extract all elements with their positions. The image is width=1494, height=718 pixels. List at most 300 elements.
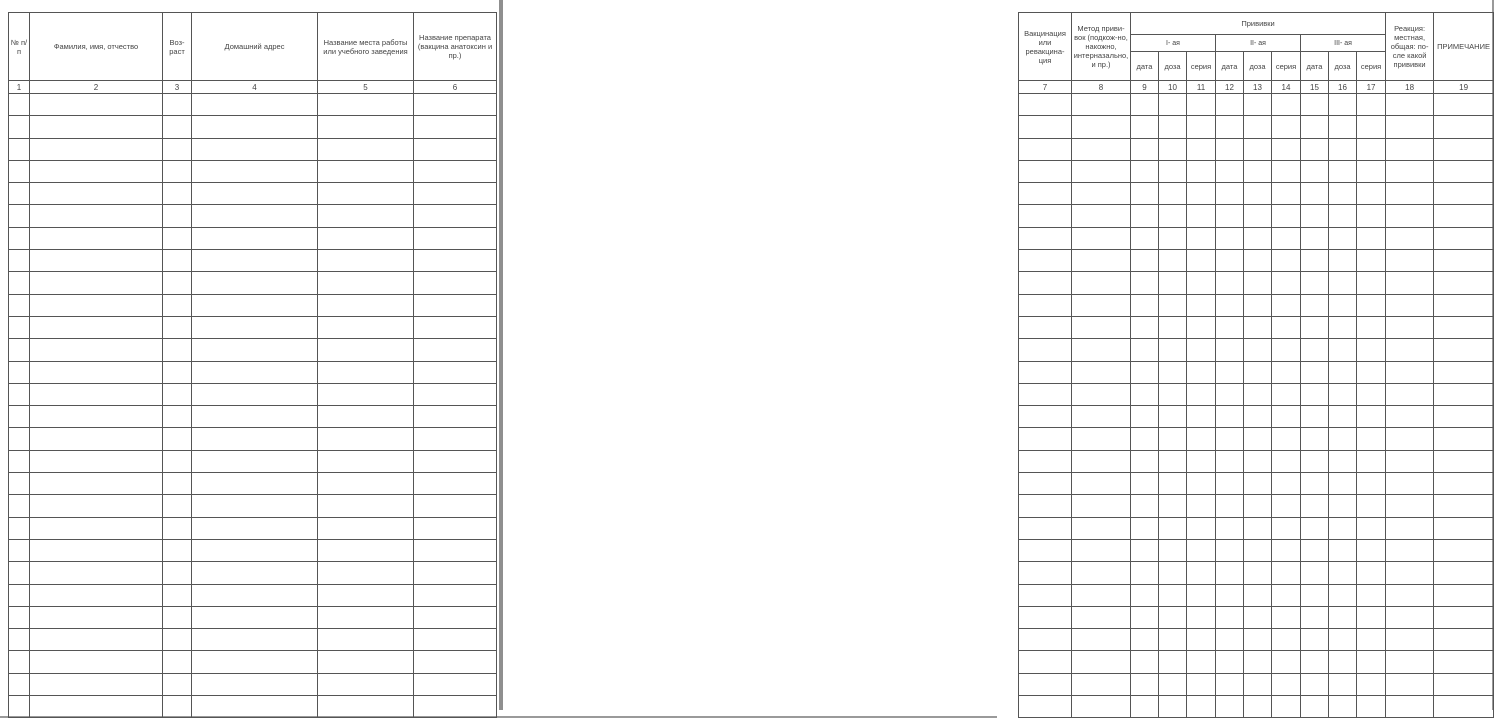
blank-cell[interactable] [1357, 495, 1386, 517]
blank-cell[interactable] [1244, 606, 1272, 628]
blank-cell[interactable] [1131, 673, 1159, 695]
blank-cell[interactable] [1159, 428, 1187, 450]
blank-cell[interactable] [1187, 495, 1216, 517]
blank-cell[interactable] [318, 673, 414, 695]
blank-cell[interactable] [163, 160, 192, 182]
blank-cell[interactable] [163, 651, 192, 673]
blank-cell[interactable] [1216, 473, 1244, 495]
blank-cell[interactable] [1019, 250, 1072, 272]
blank-cell[interactable] [1434, 250, 1494, 272]
blank-cell[interactable] [1357, 316, 1386, 338]
blank-cell[interactable] [1386, 606, 1434, 628]
blank-cell[interactable] [1434, 116, 1494, 138]
blank-cell[interactable] [30, 272, 163, 294]
blank-cell[interactable] [1159, 116, 1187, 138]
blank-cell[interactable] [1434, 160, 1494, 182]
blank-cell[interactable] [1434, 629, 1494, 651]
blank-cell[interactable] [1386, 562, 1434, 584]
blank-cell[interactable] [1357, 562, 1386, 584]
blank-cell[interactable] [9, 316, 30, 338]
blank-cell[interactable] [1159, 406, 1187, 428]
blank-cell[interactable] [163, 183, 192, 205]
blank-cell[interactable] [1272, 629, 1301, 651]
blank-cell[interactable] [1216, 227, 1244, 249]
blank-cell[interactable] [163, 250, 192, 272]
blank-cell[interactable] [192, 629, 318, 651]
blank-cell[interactable] [9, 227, 30, 249]
blank-cell[interactable] [1386, 450, 1434, 472]
blank-cell[interactable] [1072, 138, 1131, 160]
blank-cell[interactable] [1272, 584, 1301, 606]
blank-cell[interactable] [1301, 383, 1329, 405]
blank-cell[interactable] [1131, 94, 1159, 116]
blank-cell[interactable] [30, 651, 163, 673]
blank-cell[interactable] [192, 250, 318, 272]
blank-cell[interactable] [1131, 294, 1159, 316]
blank-cell[interactable] [318, 539, 414, 561]
blank-cell[interactable] [1272, 406, 1301, 428]
blank-cell[interactable] [318, 651, 414, 673]
blank-cell[interactable] [1386, 160, 1434, 182]
blank-cell[interactable] [414, 250, 497, 272]
blank-cell[interactable] [163, 629, 192, 651]
blank-cell[interactable] [318, 316, 414, 338]
blank-cell[interactable] [1272, 473, 1301, 495]
blank-cell[interactable] [1272, 361, 1301, 383]
blank-cell[interactable] [192, 160, 318, 182]
blank-cell[interactable] [1386, 406, 1434, 428]
blank-cell[interactable] [414, 428, 497, 450]
blank-cell[interactable] [30, 316, 163, 338]
blank-cell[interactable] [1159, 517, 1187, 539]
blank-cell[interactable] [1434, 94, 1494, 116]
blank-cell[interactable] [9, 673, 30, 695]
blank-cell[interactable] [1434, 450, 1494, 472]
blank-cell[interactable] [1131, 361, 1159, 383]
blank-cell[interactable] [1019, 696, 1072, 718]
blank-cell[interactable] [1187, 272, 1216, 294]
blank-cell[interactable] [163, 606, 192, 628]
blank-cell[interactable] [1072, 160, 1131, 182]
blank-cell[interactable] [1244, 562, 1272, 584]
blank-cell[interactable] [1131, 539, 1159, 561]
blank-cell[interactable] [1131, 138, 1159, 160]
blank-cell[interactable] [1216, 183, 1244, 205]
blank-cell[interactable] [1301, 183, 1329, 205]
blank-cell[interactable] [9, 183, 30, 205]
blank-cell[interactable] [30, 339, 163, 361]
blank-cell[interactable] [1329, 428, 1357, 450]
blank-cell[interactable] [1019, 361, 1072, 383]
blank-cell[interactable] [318, 227, 414, 249]
blank-cell[interactable] [1187, 562, 1216, 584]
blank-cell[interactable] [1072, 696, 1131, 718]
blank-cell[interactable] [414, 629, 497, 651]
blank-cell[interactable] [1434, 517, 1494, 539]
blank-cell[interactable] [192, 428, 318, 450]
blank-cell[interactable] [9, 205, 30, 227]
blank-cell[interactable] [1329, 696, 1357, 718]
blank-cell[interactable] [192, 406, 318, 428]
blank-cell[interactable] [1159, 294, 1187, 316]
blank-cell[interactable] [1434, 361, 1494, 383]
blank-cell[interactable] [1072, 205, 1131, 227]
blank-cell[interactable] [1301, 473, 1329, 495]
blank-cell[interactable] [1216, 138, 1244, 160]
blank-cell[interactable] [1329, 116, 1357, 138]
blank-cell[interactable] [1434, 428, 1494, 450]
blank-cell[interactable] [1434, 406, 1494, 428]
blank-cell[interactable] [414, 160, 497, 182]
blank-cell[interactable] [9, 406, 30, 428]
blank-cell[interactable] [1434, 138, 1494, 160]
blank-cell[interactable] [1159, 495, 1187, 517]
blank-cell[interactable] [414, 94, 497, 116]
blank-cell[interactable] [1329, 406, 1357, 428]
blank-cell[interactable] [1216, 428, 1244, 450]
blank-cell[interactable] [30, 94, 163, 116]
blank-cell[interactable] [1272, 383, 1301, 405]
blank-cell[interactable] [1244, 584, 1272, 606]
blank-cell[interactable] [1434, 584, 1494, 606]
blank-cell[interactable] [9, 383, 30, 405]
blank-cell[interactable] [1386, 138, 1434, 160]
blank-cell[interactable] [1386, 495, 1434, 517]
blank-cell[interactable] [163, 517, 192, 539]
blank-cell[interactable] [1216, 383, 1244, 405]
blank-cell[interactable] [1187, 138, 1216, 160]
blank-cell[interactable] [318, 428, 414, 450]
blank-cell[interactable] [1386, 294, 1434, 316]
blank-cell[interactable] [163, 539, 192, 561]
blank-cell[interactable] [1187, 428, 1216, 450]
blank-cell[interactable] [1357, 406, 1386, 428]
blank-cell[interactable] [1301, 606, 1329, 628]
blank-cell[interactable] [1216, 629, 1244, 651]
blank-cell[interactable] [9, 160, 30, 182]
blank-cell[interactable] [318, 450, 414, 472]
blank-cell[interactable] [1329, 183, 1357, 205]
blank-cell[interactable] [1386, 205, 1434, 227]
blank-cell[interactable] [192, 94, 318, 116]
blank-cell[interactable] [192, 495, 318, 517]
blank-cell[interactable] [1216, 673, 1244, 695]
blank-cell[interactable] [1329, 294, 1357, 316]
blank-cell[interactable] [1159, 629, 1187, 651]
blank-cell[interactable] [318, 629, 414, 651]
blank-cell[interactable] [1329, 160, 1357, 182]
blank-cell[interactable] [192, 138, 318, 160]
blank-cell[interactable] [1187, 116, 1216, 138]
blank-cell[interactable] [1301, 116, 1329, 138]
blank-cell[interactable] [414, 562, 497, 584]
blank-cell[interactable] [1216, 584, 1244, 606]
blank-cell[interactable] [318, 473, 414, 495]
blank-cell[interactable] [1159, 673, 1187, 695]
blank-cell[interactable] [30, 696, 163, 718]
blank-cell[interactable] [9, 116, 30, 138]
blank-cell[interactable] [1131, 696, 1159, 718]
blank-cell[interactable] [1301, 651, 1329, 673]
blank-cell[interactable] [1131, 316, 1159, 338]
blank-cell[interactable] [192, 116, 318, 138]
blank-cell[interactable] [1159, 606, 1187, 628]
blank-cell[interactable] [1386, 383, 1434, 405]
blank-cell[interactable] [1329, 473, 1357, 495]
blank-cell[interactable] [1187, 406, 1216, 428]
blank-cell[interactable] [1216, 116, 1244, 138]
blank-cell[interactable] [1072, 383, 1131, 405]
blank-cell[interactable] [1159, 272, 1187, 294]
blank-cell[interactable] [1357, 227, 1386, 249]
blank-cell[interactable] [318, 160, 414, 182]
blank-cell[interactable] [1386, 339, 1434, 361]
blank-cell[interactable] [1386, 517, 1434, 539]
blank-cell[interactable] [1159, 183, 1187, 205]
blank-cell[interactable] [1019, 205, 1072, 227]
blank-cell[interactable] [30, 138, 163, 160]
blank-cell[interactable] [1244, 629, 1272, 651]
blank-cell[interactable] [1187, 183, 1216, 205]
blank-cell[interactable] [1019, 584, 1072, 606]
blank-cell[interactable] [192, 339, 318, 361]
blank-cell[interactable] [192, 183, 318, 205]
blank-cell[interactable] [1329, 205, 1357, 227]
blank-cell[interactable] [1216, 294, 1244, 316]
blank-cell[interactable] [30, 606, 163, 628]
blank-cell[interactable] [318, 94, 414, 116]
blank-cell[interactable] [30, 160, 163, 182]
blank-cell[interactable] [1386, 473, 1434, 495]
blank-cell[interactable] [1244, 205, 1272, 227]
blank-cell[interactable] [1329, 629, 1357, 651]
blank-cell[interactable] [1357, 673, 1386, 695]
blank-cell[interactable] [414, 361, 497, 383]
blank-cell[interactable] [192, 539, 318, 561]
blank-cell[interactable] [318, 406, 414, 428]
blank-cell[interactable] [9, 450, 30, 472]
blank-cell[interactable] [1131, 339, 1159, 361]
blank-cell[interactable] [1159, 205, 1187, 227]
blank-cell[interactable] [192, 227, 318, 249]
blank-cell[interactable] [1301, 227, 1329, 249]
blank-cell[interactable] [1329, 539, 1357, 561]
blank-cell[interactable] [1301, 272, 1329, 294]
blank-cell[interactable] [30, 428, 163, 450]
blank-cell[interactable] [1159, 361, 1187, 383]
blank-cell[interactable] [1244, 116, 1272, 138]
blank-cell[interactable] [1329, 227, 1357, 249]
blank-cell[interactable] [1216, 361, 1244, 383]
blank-cell[interactable] [1019, 294, 1072, 316]
blank-cell[interactable] [30, 116, 163, 138]
blank-cell[interactable] [192, 361, 318, 383]
blank-cell[interactable] [1244, 183, 1272, 205]
blank-cell[interactable] [1329, 250, 1357, 272]
blank-cell[interactable] [1329, 138, 1357, 160]
blank-cell[interactable] [1272, 651, 1301, 673]
blank-cell[interactable] [1131, 651, 1159, 673]
blank-cell[interactable] [1357, 473, 1386, 495]
blank-cell[interactable] [1272, 205, 1301, 227]
blank-cell[interactable] [192, 651, 318, 673]
blank-cell[interactable] [1244, 160, 1272, 182]
blank-cell[interactable] [192, 673, 318, 695]
blank-cell[interactable] [318, 562, 414, 584]
blank-cell[interactable] [1386, 272, 1434, 294]
blank-cell[interactable] [1216, 272, 1244, 294]
blank-cell[interactable] [1244, 339, 1272, 361]
blank-cell[interactable] [163, 339, 192, 361]
blank-cell[interactable] [163, 116, 192, 138]
blank-cell[interactable] [1187, 339, 1216, 361]
blank-cell[interactable] [30, 361, 163, 383]
blank-cell[interactable] [1357, 294, 1386, 316]
blank-cell[interactable] [414, 339, 497, 361]
blank-cell[interactable] [1072, 473, 1131, 495]
blank-cell[interactable] [1357, 138, 1386, 160]
blank-cell[interactable] [1159, 539, 1187, 561]
blank-cell[interactable] [1301, 138, 1329, 160]
blank-cell[interactable] [1131, 160, 1159, 182]
blank-cell[interactable] [1159, 138, 1187, 160]
blank-cell[interactable] [1434, 539, 1494, 561]
blank-cell[interactable] [1131, 183, 1159, 205]
blank-cell[interactable] [1187, 316, 1216, 338]
blank-cell[interactable] [1216, 495, 1244, 517]
blank-cell[interactable] [1386, 584, 1434, 606]
blank-cell[interactable] [1159, 383, 1187, 405]
blank-cell[interactable] [1434, 495, 1494, 517]
blank-cell[interactable] [1216, 205, 1244, 227]
blank-cell[interactable] [318, 361, 414, 383]
blank-cell[interactable] [9, 562, 30, 584]
blank-cell[interactable] [1386, 361, 1434, 383]
blank-cell[interactable] [318, 606, 414, 628]
blank-cell[interactable] [30, 584, 163, 606]
blank-cell[interactable] [1357, 696, 1386, 718]
blank-cell[interactable] [1329, 450, 1357, 472]
blank-cell[interactable] [1244, 383, 1272, 405]
blank-cell[interactable] [1072, 606, 1131, 628]
blank-cell[interactable] [9, 606, 30, 628]
blank-cell[interactable] [1272, 116, 1301, 138]
blank-cell[interactable] [1357, 183, 1386, 205]
blank-cell[interactable] [192, 383, 318, 405]
blank-cell[interactable] [1272, 450, 1301, 472]
blank-cell[interactable] [1019, 160, 1072, 182]
blank-cell[interactable] [9, 138, 30, 160]
blank-cell[interactable] [1301, 450, 1329, 472]
blank-cell[interactable] [1019, 428, 1072, 450]
blank-cell[interactable] [1131, 495, 1159, 517]
blank-cell[interactable] [1434, 651, 1494, 673]
blank-cell[interactable] [1272, 138, 1301, 160]
blank-cell[interactable] [1159, 339, 1187, 361]
blank-cell[interactable] [1131, 428, 1159, 450]
blank-cell[interactable] [1357, 205, 1386, 227]
blank-cell[interactable] [1131, 272, 1159, 294]
blank-cell[interactable] [1329, 495, 1357, 517]
blank-cell[interactable] [192, 316, 318, 338]
blank-cell[interactable] [1272, 316, 1301, 338]
blank-cell[interactable] [414, 205, 497, 227]
blank-cell[interactable] [1244, 316, 1272, 338]
blank-cell[interactable] [163, 316, 192, 338]
blank-cell[interactable] [1301, 339, 1329, 361]
blank-cell[interactable] [163, 673, 192, 695]
blank-cell[interactable] [1386, 227, 1434, 249]
blank-cell[interactable] [414, 316, 497, 338]
blank-cell[interactable] [1131, 517, 1159, 539]
blank-cell[interactable] [318, 696, 414, 718]
blank-cell[interactable] [1159, 473, 1187, 495]
blank-cell[interactable] [1357, 428, 1386, 450]
blank-cell[interactable] [1216, 339, 1244, 361]
blank-cell[interactable] [163, 495, 192, 517]
blank-cell[interactable] [1301, 495, 1329, 517]
blank-cell[interactable] [318, 584, 414, 606]
blank-cell[interactable] [1187, 629, 1216, 651]
blank-cell[interactable] [1386, 629, 1434, 651]
blank-cell[interactable] [9, 272, 30, 294]
blank-cell[interactable] [192, 517, 318, 539]
blank-cell[interactable] [1301, 160, 1329, 182]
blank-cell[interactable] [1131, 205, 1159, 227]
blank-cell[interactable] [1159, 562, 1187, 584]
blank-cell[interactable] [1131, 227, 1159, 249]
blank-cell[interactable] [318, 294, 414, 316]
blank-cell[interactable] [318, 495, 414, 517]
blank-cell[interactable] [1301, 428, 1329, 450]
blank-cell[interactable] [9, 629, 30, 651]
blank-cell[interactable] [318, 272, 414, 294]
blank-cell[interactable] [1019, 673, 1072, 695]
blank-cell[interactable] [1072, 495, 1131, 517]
blank-cell[interactable] [9, 696, 30, 718]
blank-cell[interactable] [30, 250, 163, 272]
blank-cell[interactable] [1357, 606, 1386, 628]
blank-cell[interactable] [1072, 183, 1131, 205]
blank-cell[interactable] [192, 584, 318, 606]
blank-cell[interactable] [1244, 272, 1272, 294]
blank-cell[interactable] [1159, 250, 1187, 272]
blank-cell[interactable] [163, 406, 192, 428]
blank-cell[interactable] [1357, 584, 1386, 606]
blank-cell[interactable] [1216, 539, 1244, 561]
blank-cell[interactable] [9, 94, 30, 116]
blank-cell[interactable] [1329, 383, 1357, 405]
blank-cell[interactable] [1187, 606, 1216, 628]
blank-cell[interactable] [1329, 673, 1357, 695]
blank-cell[interactable] [414, 227, 497, 249]
blank-cell[interactable] [1159, 316, 1187, 338]
blank-cell[interactable] [1434, 183, 1494, 205]
blank-cell[interactable] [1131, 250, 1159, 272]
blank-cell[interactable] [1187, 227, 1216, 249]
blank-cell[interactable] [9, 473, 30, 495]
blank-cell[interactable] [1386, 696, 1434, 718]
blank-cell[interactable] [9, 339, 30, 361]
blank-cell[interactable] [1386, 94, 1434, 116]
blank-cell[interactable] [1272, 495, 1301, 517]
blank-cell[interactable] [414, 539, 497, 561]
blank-cell[interactable] [192, 696, 318, 718]
blank-cell[interactable] [192, 606, 318, 628]
blank-cell[interactable] [414, 294, 497, 316]
blank-cell[interactable] [30, 294, 163, 316]
blank-cell[interactable] [1072, 562, 1131, 584]
